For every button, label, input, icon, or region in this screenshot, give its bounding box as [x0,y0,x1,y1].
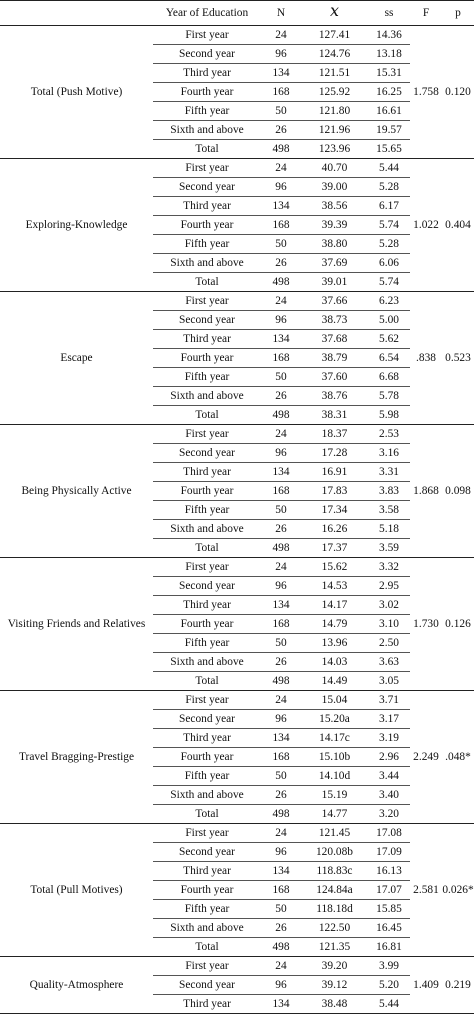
mean-cell: 14.53 [301,577,368,596]
ss-cell: 14.36 [368,26,410,45]
year-cell: Third year [153,330,261,349]
year-cell: Sixth and above [153,786,261,805]
n-cell: 26 [261,786,301,805]
year-cell: Sixth and above [153,520,261,539]
year-cell: Third year [153,995,261,1014]
mean-cell: 15.62 [301,558,368,577]
year-cell: First year [153,691,261,710]
year-cell: Second year [153,45,261,64]
year-cell: Total [153,539,261,558]
mean-cell: 15.20a [301,710,368,729]
year-cell: Third year [153,862,261,881]
ss-cell: 3.44 [368,767,410,786]
ss-cell: 13.18 [368,45,410,64]
ss-cell: 16.81 [368,938,410,957]
p-value: 0.120 [442,26,474,159]
year-cell: First year [153,159,261,178]
variable-label: Exploring-Knowledge [0,159,153,292]
mean-cell: 38.80 [301,235,368,254]
n-cell: 96 [261,311,301,330]
mean-cell: 39.01 [301,273,368,292]
ss-cell: 5.98 [368,406,410,425]
ss-cell: 3.16 [368,444,410,463]
ss-cell: 5.62 [368,330,410,349]
ss-cell: 6.17 [368,197,410,216]
variable-label: Total (Push Motive) [0,26,153,159]
n-cell: 96 [261,976,301,995]
n-cell: 24 [261,26,301,45]
p-value: 0.026* [442,824,474,957]
mean-cell: 14.03 [301,653,368,672]
year-cell: Second year [153,577,261,596]
mean-cell: 17.83 [301,482,368,501]
ss-cell: 17.09 [368,843,410,862]
year-cell: Fourth year [153,748,261,767]
mean-cell: 38.76 [301,387,368,406]
ss-cell: 2.50 [368,634,410,653]
ss-cell: 17.08 [368,824,410,843]
n-cell: 498 [261,406,301,425]
n-cell: 96 [261,444,301,463]
n-cell: 134 [261,197,301,216]
mean-cell: 38.79 [301,349,368,368]
n-cell: 50 [261,501,301,520]
mean-cell: 15.04 [301,691,368,710]
mean-cell: 14.49 [301,672,368,691]
year-cell: Sixth and above [153,919,261,938]
header-f: F [410,1,442,26]
n-cell: 168 [261,748,301,767]
mean-cell: 39.20 [301,957,368,976]
n-cell: 168 [261,881,301,900]
ss-cell: 3.99 [368,957,410,976]
n-cell: 168 [261,83,301,102]
mean-cell: 122.50 [301,919,368,938]
mean-cell: 118.83c [301,862,368,881]
mean-cell: 40.70 [301,159,368,178]
mean-cell: 37.66 [301,292,368,311]
ss-cell: 16.13 [368,862,410,881]
year-cell: First year [153,26,261,45]
n-cell: 168 [261,216,301,235]
ss-cell: 3.71 [368,691,410,710]
header-variable [0,1,153,26]
year-cell: Fourth year [153,881,261,900]
ss-cell: 5.78 [368,387,410,406]
mean-cell: 118.18d [301,900,368,919]
mean-cell: 121.51 [301,64,368,83]
header-ss: ss [368,1,410,26]
mean-cell: 17.34 [301,501,368,520]
n-cell: 96 [261,710,301,729]
year-cell: Sixth and above [153,121,261,140]
year-cell: Third year [153,463,261,482]
ss-cell: 15.65 [368,140,410,159]
mean-cell: 124.84a [301,881,368,900]
mean-cell: 125.92 [301,83,368,102]
table-row [0,957,474,976]
n-cell: 134 [261,596,301,615]
n-cell: 96 [261,45,301,64]
year-cell: Total [153,406,261,425]
year-cell: Fourth year [153,615,261,634]
ss-cell: 6.06 [368,254,410,273]
f-value: .838 [410,292,442,425]
n-cell: 96 [261,577,301,596]
f-value: 1.022 [410,159,442,292]
mean-cell: 38.73 [301,311,368,330]
mean-cell: 120.08b [301,843,368,862]
table-body [0,26,474,1014]
n-cell: 498 [261,938,301,957]
year-cell: Second year [153,976,261,995]
year-cell: Fifth year [153,767,261,786]
n-cell: 498 [261,539,301,558]
table-row [0,159,474,178]
ss-cell: 3.59 [368,539,410,558]
year-cell: First year [153,292,261,311]
n-cell: 26 [261,254,301,273]
year-cell: Second year [153,444,261,463]
mean-cell: 38.31 [301,406,368,425]
mean-cell: 121.96 [301,121,368,140]
mean-cell: 121.35 [301,938,368,957]
year-cell: Fifth year [153,235,261,254]
year-cell: Fourth year [153,482,261,501]
mean-cell: 14.10d [301,767,368,786]
ss-cell: 3.20 [368,805,410,824]
ss-cell: 3.63 [368,653,410,672]
ss-cell: 5.28 [368,235,410,254]
mean-cell: 38.56 [301,197,368,216]
ss-cell: 17.07 [368,881,410,900]
mean-cell: 39.12 [301,976,368,995]
n-cell: 24 [261,558,301,577]
ss-cell: 6.23 [368,292,410,311]
n-cell: 24 [261,691,301,710]
p-value: 0.404 [442,159,474,292]
table-row [0,292,474,311]
n-cell: 134 [261,463,301,482]
variable-label: Quality-Atmosphere [0,957,153,1014]
mean-cell: 39.00 [301,178,368,197]
mean-cell: 121.45 [301,824,368,843]
table-row [0,824,474,843]
ss-cell: 3.83 [368,482,410,501]
header-n: N [261,1,301,26]
mean-cell: 124.76 [301,45,368,64]
n-cell: 24 [261,292,301,311]
year-cell: Second year [153,710,261,729]
n-cell: 26 [261,121,301,140]
n-cell: 498 [261,672,301,691]
ss-cell: 3.32 [368,558,410,577]
mean-cell: 38.48 [301,995,368,1014]
year-cell: Sixth and above [153,653,261,672]
n-cell: 168 [261,615,301,634]
ss-cell: 2.96 [368,748,410,767]
ss-cell: 5.18 [368,520,410,539]
mean-cell: 15.10b [301,748,368,767]
year-cell: Fifth year [153,900,261,919]
year-cell: Second year [153,178,261,197]
p-value: 0.523 [442,292,474,425]
f-value: 1.868 [410,425,442,558]
n-cell: 50 [261,767,301,786]
mean-cell: 13.96 [301,634,368,653]
n-cell: 24 [261,425,301,444]
table-row [0,558,474,577]
ss-cell: 5.28 [368,178,410,197]
mean-cell: 14.79 [301,615,368,634]
n-cell: 24 [261,957,301,976]
year-cell: Fifth year [153,102,261,121]
p-value: 0.126 [442,558,474,691]
mean-cell: 16.26 [301,520,368,539]
year-cell: Fifth year [153,634,261,653]
n-cell: 26 [261,919,301,938]
ss-cell: 16.45 [368,919,410,938]
mean-cell: 17.28 [301,444,368,463]
n-cell: 24 [261,824,301,843]
ss-cell: 16.61 [368,102,410,121]
f-value: 2.581 [410,824,442,957]
mean-cell: 123.96 [301,140,368,159]
n-cell: 50 [261,102,301,121]
year-cell: Total [153,140,261,159]
year-cell: Third year [153,596,261,615]
n-cell: 96 [261,843,301,862]
mean-cell: 14.17c [301,729,368,748]
ss-cell: 3.40 [368,786,410,805]
mean-cell: 37.60 [301,368,368,387]
mean-cell: 14.77 [301,805,368,824]
year-cell: Total [153,672,261,691]
header-p: p [442,1,474,26]
year-cell: Total [153,938,261,957]
ss-cell: 3.19 [368,729,410,748]
n-cell: 50 [261,235,301,254]
ss-cell: 6.68 [368,368,410,387]
year-cell: First year [153,957,261,976]
mean-symbol: $\overline{x}$ [329,1,340,20]
variable-label: Total (Pull Motives) [0,824,153,957]
variable-label: Escape [0,292,153,425]
n-cell: 50 [261,900,301,919]
year-cell: Total [153,805,261,824]
ss-cell: 3.31 [368,463,410,482]
mean-cell: 37.69 [301,254,368,273]
n-cell: 134 [261,64,301,83]
year-cell: Sixth and above [153,254,261,273]
mean-cell: 18.37 [301,425,368,444]
header-mean [301,1,368,26]
f-value: 1.758 [410,26,442,159]
mean-cell: 16.91 [301,463,368,482]
f-value: 1.730 [410,558,442,691]
ss-cell: 2.95 [368,577,410,596]
n-cell: 50 [261,368,301,387]
year-cell: First year [153,425,261,444]
mean-cell: 121.80 [301,102,368,121]
n-cell: 168 [261,349,301,368]
year-cell: First year [153,824,261,843]
mean-cell: 15.19 [301,786,368,805]
mean-cell: 127.41 [301,26,368,45]
ss-cell: 2.53 [368,425,410,444]
ss-cell: 19.57 [368,121,410,140]
ss-cell: 3.05 [368,672,410,691]
ss-cell: 3.17 [368,710,410,729]
n-cell: 96 [261,178,301,197]
ss-cell: 3.02 [368,596,410,615]
f-value: 2.249 [410,691,442,824]
variable-label: Being Physically Active [0,425,153,558]
ss-cell: 15.85 [368,900,410,919]
n-cell: 168 [261,482,301,501]
n-cell: 26 [261,520,301,539]
ss-cell: 6.54 [368,349,410,368]
n-cell: 134 [261,995,301,1014]
ss-cell: 5.00 [368,311,410,330]
year-cell: Fourth year [153,216,261,235]
n-cell: 498 [261,140,301,159]
n-cell: 134 [261,862,301,881]
n-cell: 50 [261,634,301,653]
year-cell: Fourth year [153,349,261,368]
ss-cell: 5.44 [368,159,410,178]
ss-cell: 5.74 [368,216,410,235]
ss-cell: 16.25 [368,83,410,102]
p-value: .048* [442,691,474,824]
year-cell: Total [153,273,261,292]
n-cell: 498 [261,273,301,292]
p-value: 0.098 [442,425,474,558]
table-row [0,691,474,710]
p-value: 0.219 [442,957,474,1014]
ss-cell: 3.10 [368,615,410,634]
n-cell: 134 [261,729,301,748]
header-year-of-education: Year of Education [153,1,261,26]
variable-label: Visiting Friends and Relatives [0,558,153,691]
ss-cell: 5.20 [368,976,410,995]
n-cell: 26 [261,653,301,672]
mean-cell: 17.37 [301,539,368,558]
variable-label: Travel Bragging-Prestige [0,691,153,824]
mean-cell: 39.39 [301,216,368,235]
f-value: 1.409 [410,957,442,1014]
ss-cell: 5.74 [368,273,410,292]
year-cell: Third year [153,729,261,748]
n-cell: 26 [261,387,301,406]
year-cell: First year [153,558,261,577]
table-row [0,425,474,444]
year-cell: Fourth year [153,83,261,102]
n-cell: 24 [261,159,301,178]
year-cell: Fifth year [153,368,261,387]
year-cell: Second year [153,311,261,330]
n-cell: 134 [261,330,301,349]
table-header-row [0,1,474,26]
year-cell: Third year [153,64,261,83]
year-cell: Second year [153,843,261,862]
year-cell: Fifth year [153,501,261,520]
year-cell: Third year [153,197,261,216]
ss-cell: 3.58 [368,501,410,520]
table-row [0,26,474,45]
mean-cell: 37.68 [301,330,368,349]
n-cell: 498 [261,805,301,824]
ss-cell: 15.31 [368,64,410,83]
mean-cell: 14.17 [301,596,368,615]
year-cell: Sixth and above [153,387,261,406]
ss-cell: 5.44 [368,995,410,1014]
